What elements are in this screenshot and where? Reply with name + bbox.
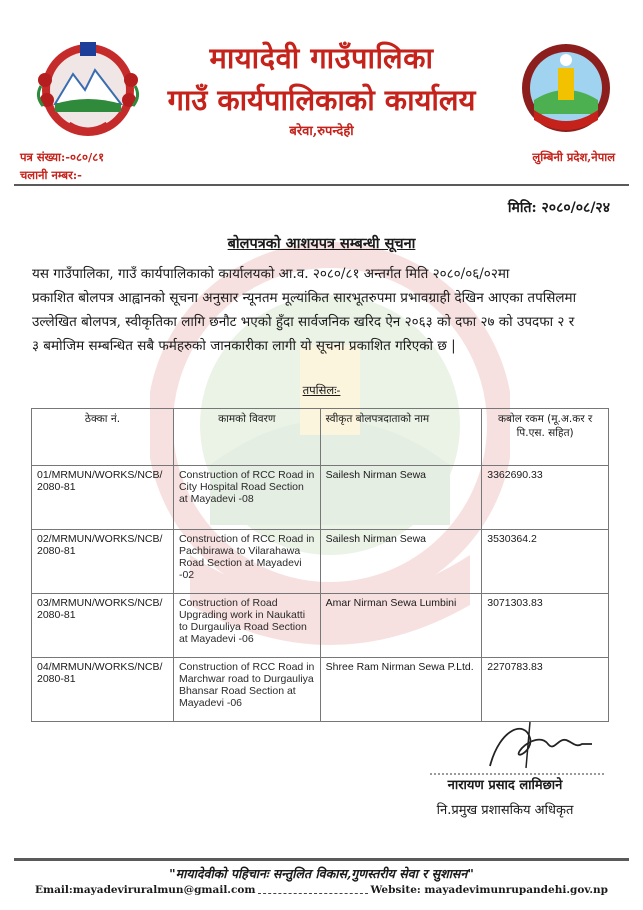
bidder-name: Sailesh Nirman Sewa <box>320 466 482 530</box>
footer-email: Email:mayadeviruralmun@gmail.com <box>35 884 256 896</box>
bid-amount: 3530364.2 <box>482 530 609 594</box>
header-divider <box>14 184 629 186</box>
footer-contact <box>35 884 608 896</box>
header-bidder-name: स्वीकृत बोलपत्रदाताको नाम <box>320 409 482 466</box>
header-contract-no: ठेक्का नं. <box>32 409 174 466</box>
notice-body-line: प्रकाशित बोलपत्र आह्वानको सूचना अनुसार न्यूनतम मूल्यांकित सारभूतरुपमा प्रभावग्राही देखिन आएका तपसिलमा <box>32 290 577 306</box>
office-name: गाउँ कार्यपालिकाको कार्यालय <box>167 83 476 117</box>
bidder-name: Sailesh Nirman Sewa <box>320 530 482 594</box>
header-bid-amount: कबोल रकम (मू.अ.कर र पि.एस. सहित) <box>482 409 609 466</box>
office-location: बरेवा,रुपन्देही <box>289 124 354 139</box>
work-description: Construction of RCC Road in Marchwar road to Durgauliya Bhansar Road Section at Mayadevi -06 <box>173 658 320 722</box>
table-row <box>32 466 609 530</box>
details-label: तपसिलः- <box>302 383 341 397</box>
work-description: Construction of Road Upgrading work in Naukatti to Durgauliya Road Section at Mayadevi -06 <box>173 594 320 658</box>
tender-table <box>31 408 609 722</box>
notice-body <box>32 262 610 358</box>
footer-website: Website: mayadevimunrupandehi.gov.np <box>370 884 608 896</box>
contract-number: 01/MRMUN/WORKS/NCB/ 2080-81 <box>32 466 174 530</box>
province-label: लुम्बिनी प्रदेश,नेपाल <box>532 150 615 164</box>
signatory-designation: नि.प्रमुख प्रशासकिय अधिकृत <box>436 803 574 818</box>
footer-divider <box>14 858 629 861</box>
notice-title: बोलपत्रको आशयपत्र सम्बन्धी सूचना <box>227 235 416 252</box>
work-description: Construction of RCC Road in Pachbirawa to Vilarahawa Road Section at Mayadevi -02 <box>173 530 320 594</box>
bidder-name: Shree Ram Nirman Sewa P.Ltd. <box>320 658 482 722</box>
notice-date: मिति: २०८०/०८/२४ <box>507 200 610 216</box>
footer-slogan: "मायादेवीको पहिचानः सन्तुलित विकास,गुणस्तरीय सेवा र सुशासन" <box>169 866 474 881</box>
reference-number: पत्र संख्या:-०८०/८१ <box>20 150 105 164</box>
table-header-row <box>32 409 609 466</box>
dispatch-number: चलानी नम्बर:- <box>20 168 82 182</box>
bid-amount: 3362690.33 <box>482 466 609 530</box>
notice-body-line: ३ बमोजिम सम्बन्धित सबै फर्महरुको जानकारीका लागी यो सूचना प्रकाशित गरिएको छ | <box>32 338 456 354</box>
signatory-name: नारायण प्रसाद लामिछाने <box>447 778 563 793</box>
table-row <box>32 658 609 722</box>
signature-icon <box>430 718 605 778</box>
table-row <box>32 530 609 594</box>
table-row <box>32 594 609 658</box>
contract-number: 03/MRMUN/WORKS/NCB/ 2080-81 <box>32 594 174 658</box>
nepal-emblem-icon <box>33 40 143 140</box>
bid-amount: 3071303.83 <box>482 594 609 658</box>
contract-number: 04/MRMUN/WORKS/NCB/ 2080-81 <box>32 658 174 722</box>
bidder-name: Amar Nirman Sewa Lumbini <box>320 594 482 658</box>
notice-body-line: उल्लेखित बोलपत्र, स्वीकृतिका लागि छनौट भएको हुँदा सार्वजनिक खरिद ऐन २०६३ को दफा २७ को उपदफा २ र <box>32 314 575 330</box>
municipality-seal-icon <box>520 40 612 140</box>
notice-body-line: यस गाउँपालिका, गाउँ कार्यपालिकाको कार्यालयको आ.व. २०८०/८१ अन्तर्गत मिति २०८०/०६/०२मा <box>32 266 510 282</box>
bid-amount: 2270783.83 <box>482 658 609 722</box>
contract-number: 02/MRMUN/WORKS/NCB/ 2080-81 <box>32 530 174 594</box>
header-work-description: कामको विवरण <box>173 409 320 466</box>
work-description: Construction of RCC Road in City Hospital Road Section at Mayadevi -08 <box>173 466 320 530</box>
footer-dashes <box>258 887 367 894</box>
municipality-name: मायादेवी गाउँपालिका <box>209 41 434 75</box>
